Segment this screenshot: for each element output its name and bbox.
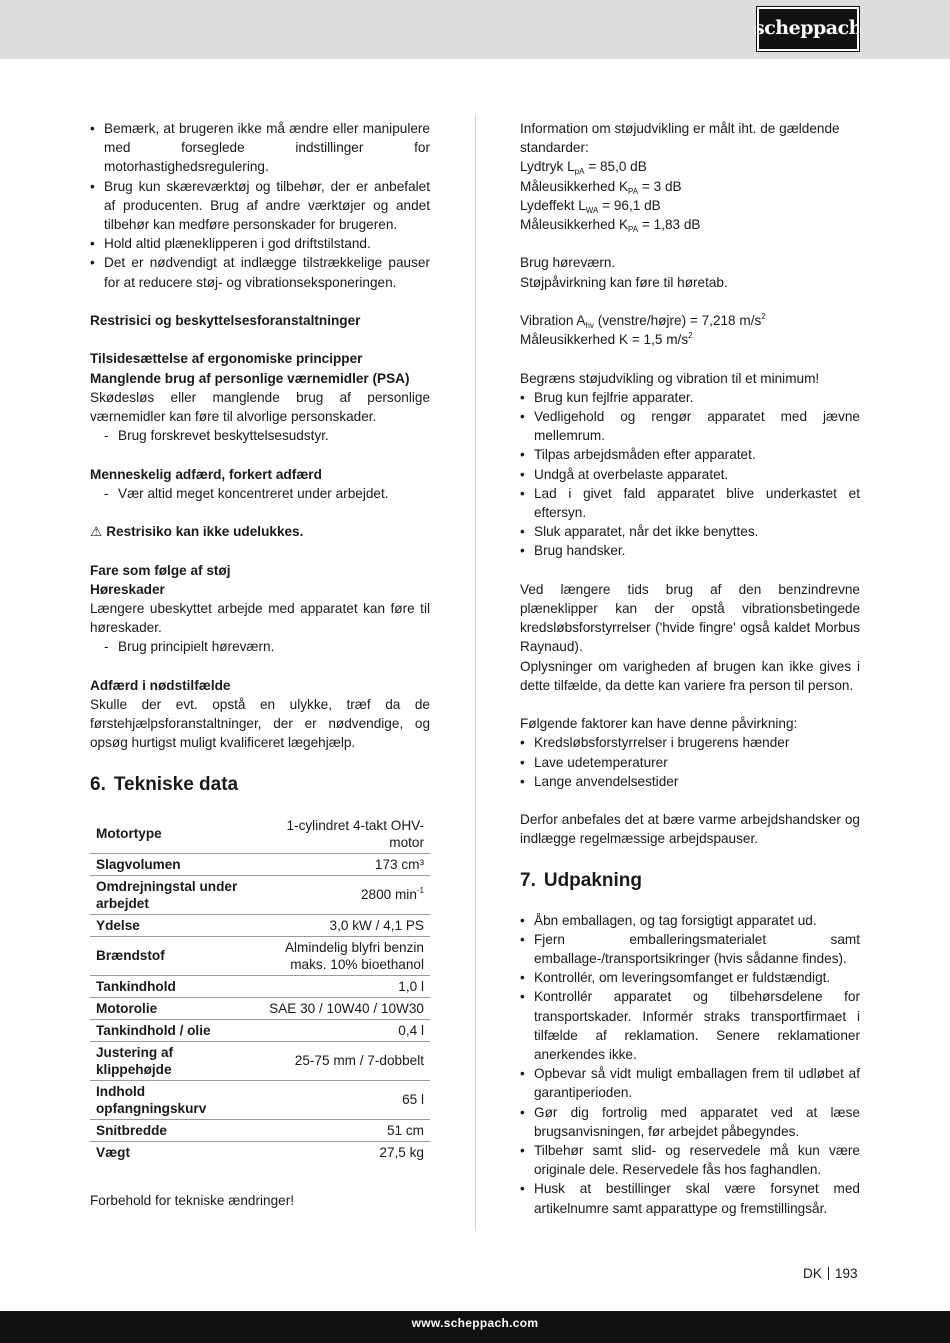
list-item: • Kredsløbsforstyrrelser i brugerens hænder — [520, 733, 860, 752]
uncertainty-line-1: Måleusikkerhed $K_{PA} = 3$ dB — [520, 178, 682, 196]
spec-value: 25-75 mm / 7-dobbelt — [250, 1041, 430, 1080]
language-code: DK — [803, 1266, 822, 1281]
spec-value: Almindelig blyfri benzin maks. 10% bioethanol — [250, 936, 430, 975]
ppe-text: Skødesløs eller manglende brug af personlige værnemidler kan føre til alvorlige personskader. — [90, 389, 430, 425]
long-use-text: Ved længere tids brug af den benzindrevne plæneklipper kan der opstå vibrationsbetingede kredsløbsforstyrrelser ('hvide fingre' også kaldet Morbus Raynaud). — [520, 581, 860, 655]
list-item: • Åbn emballagen, og tag forsigtigt apparatet ud. — [520, 911, 860, 930]
hearing-loss-text: Støjpåvirkning kan føre til høretab. — [520, 274, 728, 290]
table-row — [90, 975, 430, 997]
list-item: • Sluk apparatet, når det ikke benyttes. — [520, 522, 860, 541]
list-item: • Kontrollér apparatet og tilbehørsdelene for transportskader. Informér straks transportfirmaet i tilfælde af reklamation. Senere reklamationer anerkendes ikke. — [520, 987, 860, 1064]
noise-info-text: Information om støjudvikling er målt iht. de gældende standarder: — [520, 121, 840, 156]
spec-key: Ydelse — [90, 914, 250, 936]
table-row — [90, 1041, 430, 1080]
safety-bullets — [90, 119, 430, 292]
technical-data-table — [90, 815, 430, 1163]
list-item: • Hold altid plæneklipperen i god driftstilstand. — [90, 234, 430, 253]
table-row — [90, 853, 430, 875]
spec-key: Tankindhold — [90, 975, 250, 997]
table-row — [90, 1080, 430, 1119]
vibration-uncertainty-line: Måleusikkerhed K = 1,5 $m/s^2$ — [520, 331, 693, 348]
factors-intro: Følgende faktorer kan have denne påvirkning: — [520, 716, 798, 732]
technical-changes-note: Forbehold for tekniske ændringer! — [90, 1192, 295, 1208]
noise-heading: Fare som følge af støj — [90, 562, 231, 578]
list-item: - Vær altid meget koncentreret under arbejdet. — [90, 484, 430, 503]
scheppach-logo: scheppach — [757, 7, 859, 51]
spec-key: Motorolie — [90, 997, 250, 1019]
spec-value: 0,4 l — [250, 1019, 430, 1041]
section-unpacking-title: 7. Udpakning — [520, 869, 643, 891]
sound-pressure-line: Lydtryk $L_{pA} = 85,0$ dB — [520, 159, 647, 177]
table-row — [90, 1141, 430, 1163]
table-row — [90, 1119, 430, 1141]
list-item: • Vedligehold og rengør apparatet med jævne mellemrum. — [520, 407, 860, 445]
vibration-line: Vibration $A_{hv}$ (venstre/højre) = 7,218 $m/s^2$ — [520, 312, 766, 330]
table-row — [90, 815, 430, 854]
table-row — [90, 936, 430, 975]
recommendation-text: Derfor anbefales det at bære varme arbejdshandsker og indlægge regelmæssige arbejdspauser. — [520, 812, 860, 847]
spec-key: Brændstof — [90, 936, 250, 975]
table-row — [90, 997, 430, 1019]
spec-key: Omdrejningstal under arbejdet — [90, 875, 250, 914]
list-item: • Tilpas arbejdsmåden efter apparatet. — [520, 445, 860, 464]
list-item: • Fjern emballeringsmaterialet samt emballage-/transportsikringer (hvis sådanne findes). — [520, 930, 860, 968]
column-divider — [475, 115, 476, 1230]
list-item: • Det er nødvendigt at indlægge tilstrækkelige pauser for at reducere støj- og vibrationseksponeringen. — [90, 253, 430, 291]
sound-power-line: Lydeffekt $L_{WA} = 96,1$ dB — [520, 197, 661, 215]
footer-bar — [0, 1311, 950, 1343]
unpacking-list — [520, 911, 860, 1218]
hearing-protection-text: Brug høreværn. — [520, 255, 616, 271]
website-link[interactable]: www.scheppach.com — [411, 1316, 539, 1330]
list-item: • Gør dig fortrolig med apparatet ved at læse brugsanvisningen, før arbejdet påbegyndes. — [520, 1103, 860, 1141]
spec-value: 65 l — [250, 1080, 430, 1119]
list-item: - Brug forskrevet beskyttelsesudstyr. — [90, 426, 430, 445]
spec-key: Slagvolumen — [90, 853, 250, 875]
spec-value: 27,5 kg — [379, 1144, 424, 1160]
spec-key: Vægt — [96, 1144, 130, 1160]
spec-key: Tankindhold / olie — [90, 1019, 250, 1041]
page-number — [803, 1264, 858, 1283]
spec-value: 3,0 kW / 4,1 PS — [250, 914, 430, 936]
ergonomics-heading: Tilsidesættelse af ergonomiske principper — [90, 351, 363, 367]
list-item: • Opbevar så vidt muligt emballagen frem til udløbet af garantiperioden. — [520, 1064, 860, 1102]
right-column — [520, 119, 860, 1218]
header-bar — [0, 0, 950, 59]
ppe-heading: Manglende brug af personlige værnemidler (PSA) — [90, 370, 410, 386]
emergency-heading: Adfærd i nødstilfælde — [90, 677, 231, 693]
list-item: • Bemærk, at brugeren ikke må ændre eller manipulere med forseglede indstillinger for motorhastighedsregulering. — [90, 119, 430, 177]
list-item: • Brug kun skæreværktøj og tilbehør, der er anbefalet af producenten. Brug af andre værktøjer og andet tilbehør kan medføre personskader for brugeren. — [90, 177, 430, 235]
spec-key: Motortype — [90, 815, 250, 854]
spec-value: 2800 $\min^{-1}$ — [250, 875, 430, 914]
list-item: • Tilbehør samt slid- og reservedele må kun være originale dele. Reservedele fås hos faghandlen. — [520, 1141, 860, 1179]
table-row — [90, 875, 430, 914]
residual-warning — [90, 522, 430, 541]
factors-list — [520, 733, 860, 791]
list-item: • Lad i givet fald apparatet blive underkastet et eftersyn. — [520, 484, 860, 522]
spec-key: Snitbredde — [90, 1119, 250, 1141]
spec-value: 1,0 l — [250, 975, 430, 997]
limit-bullets — [520, 388, 860, 561]
hearing-damage-heading: Høreskader — [90, 581, 165, 597]
page-number-value: 193 — [834, 1266, 858, 1281]
list-item: • Kontrollér, om leveringsomfanget er fuldstændigt. — [520, 968, 860, 987]
list-item: • Brug handsker. — [520, 541, 860, 560]
table-row — [90, 1019, 430, 1041]
spec-value: SAE 30 / 10W40 / 10W30 — [250, 997, 430, 1019]
spec-value: 1-cylindret 4-takt OHV-motor — [250, 815, 430, 854]
residual-risks-heading: Restrisici og beskyttelsesforanstaltninger — [90, 313, 361, 329]
list-item: • Undgå at overbelaste apparatet. — [520, 465, 860, 484]
spec-value: 173 cm³ — [250, 853, 430, 875]
warning-triangle-icon: ⚠ — [90, 524, 103, 540]
spec-key: Indhold opfangningskurv — [90, 1080, 250, 1119]
list-item: - Brug principielt høreværn. — [90, 637, 430, 656]
table-row — [90, 914, 430, 936]
limit-intro: Begræns støjudvikling og vibration til et minimum! — [520, 370, 820, 386]
emergency-text: Skulle der evt. opstå en ulykke, træf da de førstehjælpsforanstaltninger, der er nødvendige, og opsøg hurtigst muligt kvalificeret lægehjælp. — [90, 697, 430, 751]
uncertainty-line-2: Måleusikkerhed $K_{PA} = 1,83$ dB — [520, 217, 701, 235]
list-item: • Lange anvendelsestider — [520, 772, 860, 791]
left-column — [90, 119, 430, 1210]
spec-key: Justering af klippehøjde — [90, 1041, 250, 1080]
spec-value: 51 cm — [250, 1119, 430, 1141]
list-item: • Husk at bestillinger skal være forsynet med artikelnumre samt apparattype og fremstillingsår. — [520, 1179, 860, 1217]
noise-text: Længere ubeskyttet arbejde med apparatet kan føre til høreskader. — [90, 601, 430, 636]
duration-text: Oplysninger om varigheden af brugen kan ikke gives i dette tilfælde, da dette kan variere fra person til person. — [520, 658, 860, 693]
list-item: • Brug kun fejlfrie apparater. — [520, 388, 860, 407]
warning-text: Restrisiko kan ikke udelukkes. — [106, 524, 304, 540]
list-item: • Lave udetemperaturer — [520, 753, 860, 772]
section-technical-data-title: 6. Tekniske data — [90, 773, 239, 795]
human-behaviour-heading: Menneskelig adfærd, forkert adfærd — [90, 466, 322, 482]
